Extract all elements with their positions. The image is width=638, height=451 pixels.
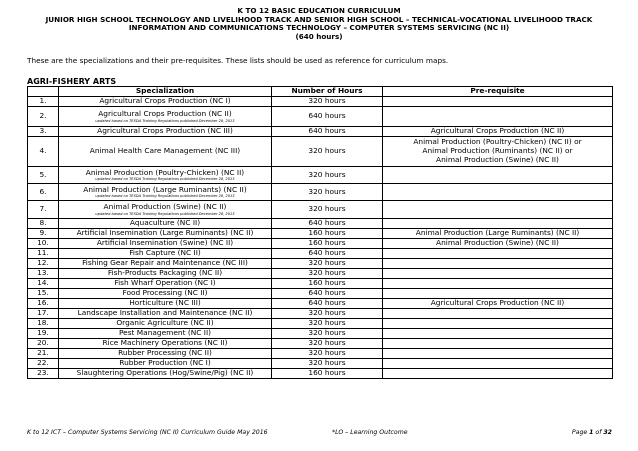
column-header-prerequisite: Pre-requisite — [383, 87, 613, 97]
specialization-name: Animal Production (Large Ruminants) (NC II) — [83, 184, 247, 194]
row-number: 3. — [28, 127, 59, 137]
table-row — [28, 229, 613, 239]
hours-cell: 320 hours — [272, 201, 383, 219]
table-row — [28, 201, 613, 219]
prerequisite-cell: Animal Production (Large Ruminants) (NC II) — [383, 229, 613, 239]
specialization-cell: Organic Agriculture (NC II) — [59, 319, 272, 329]
prerequisite-cell — [383, 259, 613, 269]
specialization-cell: Aquaculture (NC II) — [59, 219, 272, 229]
row-number: 20. — [28, 339, 59, 349]
specialization-cell: Fish Capture (NC II) — [59, 249, 272, 259]
hours-cell: 320 hours — [272, 359, 383, 369]
prerequisite-cell — [383, 329, 613, 339]
specialization-cell: Slaughtering Operations (Hog/Swine/Pig) (NC II) — [59, 369, 272, 379]
table-row — [28, 299, 613, 309]
table-row — [28, 127, 613, 137]
hours-cell: 640 hours — [272, 127, 383, 137]
table-row — [28, 269, 613, 279]
table-row — [28, 319, 613, 329]
row-number: 22. — [28, 359, 59, 369]
hours-cell: 320 hours — [272, 309, 383, 319]
hours-cell: 640 hours — [272, 299, 383, 309]
row-number: 11. — [28, 249, 59, 259]
row-number: 9. — [28, 229, 59, 239]
prerequisite-line: Animal Production (Swine) (NC II) — [436, 154, 559, 164]
specialization-table — [27, 86, 613, 379]
hours-cell: 320 hours — [272, 137, 383, 167]
header-line-1: K TO 12 BASIC EDUCATION CURRICULUM — [237, 6, 401, 15]
table-row — [28, 249, 613, 259]
specialization-cell: Pest Management (NC II) — [59, 329, 272, 339]
specialization-name: Animal Production (Swine) (NC II) — [103, 202, 227, 211]
section-title: AGRI-FISHERY ARTS — [27, 77, 117, 86]
row-number: 14. — [28, 279, 59, 289]
footer-lo-note: *LO – Learning Outcome — [332, 429, 408, 436]
row-number: 13. — [28, 269, 59, 279]
specialization-cell: Fishing Gear Repair and Maintenance (NC III) — [59, 259, 272, 269]
row-number: 21. — [28, 349, 59, 359]
specialization-cell: Horticulture (NC III) — [59, 299, 272, 309]
specialization-cell — [59, 201, 272, 219]
prerequisite-cell — [383, 269, 613, 279]
specialization-cell — [59, 167, 272, 184]
row-number: 2. — [28, 107, 59, 127]
prerequisite-cell: Agricultural Crops Production (NC II) — [383, 299, 613, 309]
hours-cell: 320 hours — [272, 269, 383, 279]
row-number: 6. — [28, 184, 59, 201]
row-number: 18. — [28, 319, 59, 329]
prerequisite-cell — [383, 137, 613, 167]
prerequisite-cell — [383, 309, 613, 319]
hours-cell: 160 hours — [272, 229, 383, 239]
specialization-cell: Food Processing (NC II) — [59, 289, 272, 299]
specialization-cell: Rubber Processing (NC II) — [59, 349, 272, 359]
table-row — [28, 309, 613, 319]
intro-text: These are the specializations and their pre-requisites. These lists should be used as reference for curriculum maps. — [27, 56, 449, 65]
row-number: 4. — [28, 137, 59, 167]
table-row — [28, 219, 613, 229]
row-number: 23. — [28, 369, 59, 379]
tesda-note: updated based on TESDA Training Regulations published December 28, 2013 — [95, 211, 235, 216]
prerequisite-cell — [383, 369, 613, 379]
table-header-row — [28, 87, 613, 97]
hours-cell: 160 hours — [272, 239, 383, 249]
specialization-cell — [59, 184, 272, 201]
footer-page-number — [572, 429, 612, 436]
row-number: 16. — [28, 299, 59, 309]
prerequisite-line: Animal Production (Poultry-Chicken) (NC II) or — [413, 137, 582, 147]
prerequisite-cell — [383, 289, 613, 299]
prerequisite-cell — [383, 184, 613, 201]
prerequisite-line: Animal Production (Ruminants) (NC II) or — [422, 146, 573, 156]
header-line-3: INFORMATION AND COMMUNICATIONS TECHNOLOGY – COMPUTER SYSTEMS SERVICING (NC II) — [128, 23, 510, 33]
specialization-cell: Artificial Insemination (Large Ruminants) (NC II) — [59, 229, 272, 239]
footer-current-page: 1 — [589, 429, 594, 436]
table-row — [28, 259, 613, 269]
prerequisite-cell — [383, 359, 613, 369]
prerequisite-cell — [383, 201, 613, 219]
prerequisite-cell — [383, 319, 613, 329]
specialization-cell: Agricultural Crops Production (NC III) — [59, 127, 272, 137]
hours-cell: 640 hours — [272, 107, 383, 127]
specialization-cell: Agricultural Crops Production (NC I) — [59, 97, 272, 107]
footer-total-pages: 32 — [603, 429, 612, 436]
prerequisite-cell — [383, 339, 613, 349]
table-row — [28, 167, 613, 184]
prerequisite-cell: Animal Production (Swine) (NC II) — [383, 239, 613, 249]
specialization-cell: Rubber Production (NC I) — [59, 359, 272, 369]
specialization-cell: Animal Health Care Management (NC III) — [59, 137, 272, 167]
hours-cell: 160 hours — [272, 369, 383, 379]
table-row — [28, 184, 613, 201]
hours-cell: 320 hours — [272, 329, 383, 339]
table-row — [28, 137, 613, 167]
specialization-cell: Fish-Products Packaging (NC II) — [59, 269, 272, 279]
specialization-cell — [59, 107, 272, 127]
specialization-cell: Landscape Installation and Maintenance (NC II) — [59, 309, 272, 319]
hours-cell: 640 hours — [272, 219, 383, 229]
row-number: 5. — [28, 167, 59, 184]
hours-cell: 640 hours — [272, 249, 383, 259]
specialization-cell: Artificial Insemination (Swine) (NC II) — [59, 239, 272, 249]
hours-cell: 320 hours — [272, 339, 383, 349]
hours-cell: 160 hours — [272, 279, 383, 289]
specialization-cell: Rice Machinery Operations (NC II) — [59, 339, 272, 349]
hours-cell: 320 hours — [272, 97, 383, 107]
hours-cell: 320 hours — [272, 259, 383, 269]
row-number: 15. — [28, 289, 59, 299]
row-number: 7. — [28, 201, 59, 219]
prerequisite-cell — [383, 219, 613, 229]
prerequisite-cell — [383, 97, 613, 107]
table-row — [28, 339, 613, 349]
table-row — [28, 349, 613, 359]
prerequisite-cell: Agricultural Crops Production (NC II) — [383, 127, 613, 137]
table-row — [28, 369, 613, 379]
prerequisite-cell — [383, 107, 613, 127]
row-number: 1. — [28, 97, 59, 107]
hours-cell: 320 hours — [272, 167, 383, 184]
column-header-specialization: Specialization — [59, 87, 272, 97]
row-number: 19. — [28, 329, 59, 339]
prerequisite-cell — [383, 349, 613, 359]
row-number: 8. — [28, 219, 59, 229]
footer-of-word: of — [593, 429, 604, 436]
prerequisite-cell — [383, 249, 613, 259]
document-header — [0, 0, 638, 41]
footer-guide-title: K to 12 ICT – Computer Systems Servicing (NC II) Curriculum Guide May 2016 — [27, 429, 268, 436]
hours-cell: 640 hours — [272, 289, 383, 299]
table-row — [28, 359, 613, 369]
prerequisite-cell — [383, 279, 613, 289]
header-line-4: (640 hours) — [295, 31, 343, 41]
tesda-note: updated based on TESDA Training Regulations published December 28, 2013 — [95, 177, 235, 182]
table-row — [28, 107, 613, 127]
specialization-cell: Fish Wharf Operation (NC I) — [59, 279, 272, 289]
row-number: 10. — [28, 239, 59, 249]
column-header-hours: Number of Hours — [272, 87, 383, 97]
hours-cell: 320 hours — [272, 349, 383, 359]
table-row — [28, 289, 613, 299]
specialization-name: Animal Production (Poultry-Chicken) (NC II) — [85, 167, 245, 177]
footer-page-word: Page — [571, 429, 590, 436]
row-number: 17. — [28, 309, 59, 319]
table-row — [28, 329, 613, 339]
row-number: 12. — [28, 259, 59, 269]
column-header-number — [28, 87, 59, 97]
header-line-2: JUNIOR HIGH SCHOOL TECHNOLOGY AND LIVELIHOOD TRACK AND SENIOR HIGH SCHOOL – TECHNICAL-VOCATIONAL LIVELIHOOD TRACK — [45, 14, 593, 24]
table-row — [28, 97, 613, 107]
specialization-name: Agricultural Crops Production (NC II) — [98, 109, 232, 118]
hours-cell: 320 hours — [272, 319, 383, 329]
prerequisite-cell — [383, 167, 613, 184]
table-row — [28, 279, 613, 289]
tesda-note: updated based on TESDA Training Regulations published December 28, 2013 — [95, 194, 235, 199]
tesda-note: updated based on TESDA Training Regulations published December 28, 2013 — [95, 118, 235, 123]
hours-cell: 320 hours — [272, 184, 383, 201]
table-row — [28, 239, 613, 249]
